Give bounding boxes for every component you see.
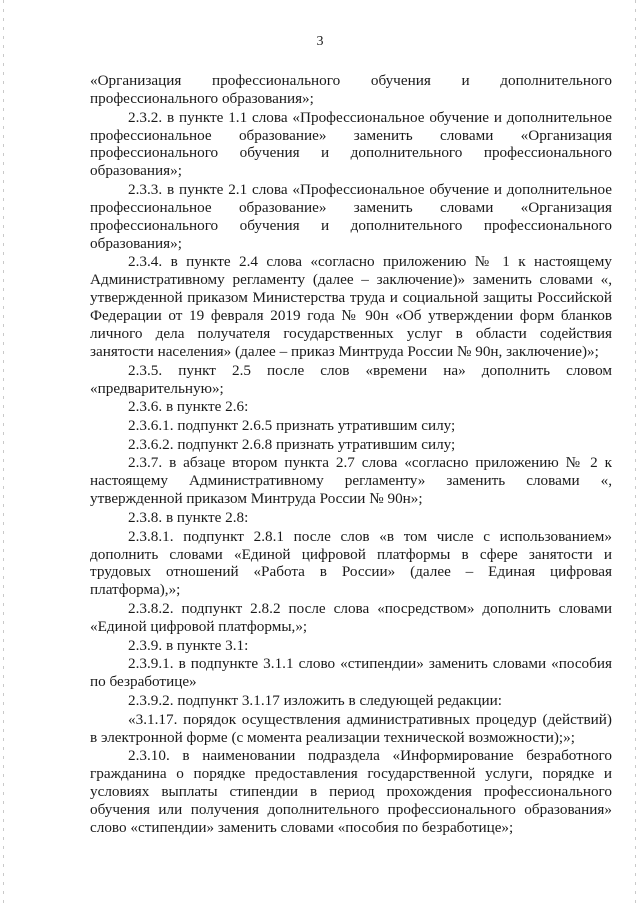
paragraph: 2.3.4. в пункте 2.4 слова «согласно приложению № 1 к настоящему Административному регламенту (далее – заключение)» заменить словами «, утвержденной приказом Министерства труда и социальной защиты Российской Федерации от 19 февраля 2019 года № 90н «Об утверждении форм бланков личного дела получателя государственных услуг в области содействия занятости населения» (далее – приказ Минтруда России № 90н, заключение)»; <box>90 253 612 360</box>
document-body <box>90 72 612 838</box>
paragraph: 2.3.9.1. в подпункте 3.1.1 слово «стипендии» заменить словами «пособия по безработице» <box>90 655 612 691</box>
paragraph: 2.3.10. в наименовании подраздела «Информирование безработного гражданина о порядке предоставления государственной услуги, порядке и условиях выплаты стипендии в период прохождения профессионального обучения или получения дополнительного профессионального образования» слово «стипендии» заменить словами «пособия по безработице»; <box>90 747 612 836</box>
paragraph: «3.1.17. порядок осуществления административных процедур (действий) в электронной форме (с момента реализации технической возможности);»; <box>90 710 612 746</box>
scan-edge-left <box>3 0 4 905</box>
paragraph: 2.3.8. в пункте 2.8: <box>128 508 249 526</box>
page-number: 3 <box>316 34 324 49</box>
paragraph: 2.3.6. в пункте 2.6: <box>128 398 249 416</box>
paragraph: 2.3.5. пункт 2.5 после слов «времени на» дополнить словом «предварительную»; <box>90 361 612 397</box>
paragraph: 2.3.8.2. подпункт 2.8.2 после слова «посредством» дополнить словами «Единой цифровой платформы,»; <box>90 600 612 635</box>
paragraph: 2.3.2. в пункте 1.1 слова «Профессиональное обучение и дополнительное профессиональное образование» заменить словами «Организация профессионального обучения и дополнительного профессионального образования»; <box>90 108 612 180</box>
paragraph: 2.3.6.1. подпункт 2.6.5 признать утратившим силу; <box>128 417 456 434</box>
paragraph: 2.3.6.2. подпункт 2.6.8 признать утратившим силу; <box>128 435 456 453</box>
paragraph: 2.3.9.2. подпункт 3.1.17 изложить в следующей редакции: <box>128 691 502 709</box>
paragraph: 2.3.7. в абзаце втором пункта 2.7 слова «согласно приложению № 2 к настоящему Административному регламенту» заменить словами «, утвержденной приказом Минтруда России № 90н»; <box>90 454 612 508</box>
paragraph: 2.3.9. в пункте 3.1: <box>128 636 249 654</box>
paragraph: 2.3.3. в пункте 2.1 слова «Профессиональное обучение и дополнительное профессиональное образование» заменить словами «Организация профессионального обучения и дополнительного профессионального образования»; <box>90 181 612 252</box>
paragraph: 2.3.8.1. подпункт 2.8.1 после слов «в том числе с использованием» дополнить словами «Единой цифровой платформы в сфере занятости и трудовых отношений «Работа в России» (далее – Единая цифровая платформа),»; <box>90 527 612 599</box>
scan-edge-right <box>635 0 636 905</box>
paragraph: «Организация профессионального обучения и дополнительного профессионального образования»; <box>90 72 612 107</box>
